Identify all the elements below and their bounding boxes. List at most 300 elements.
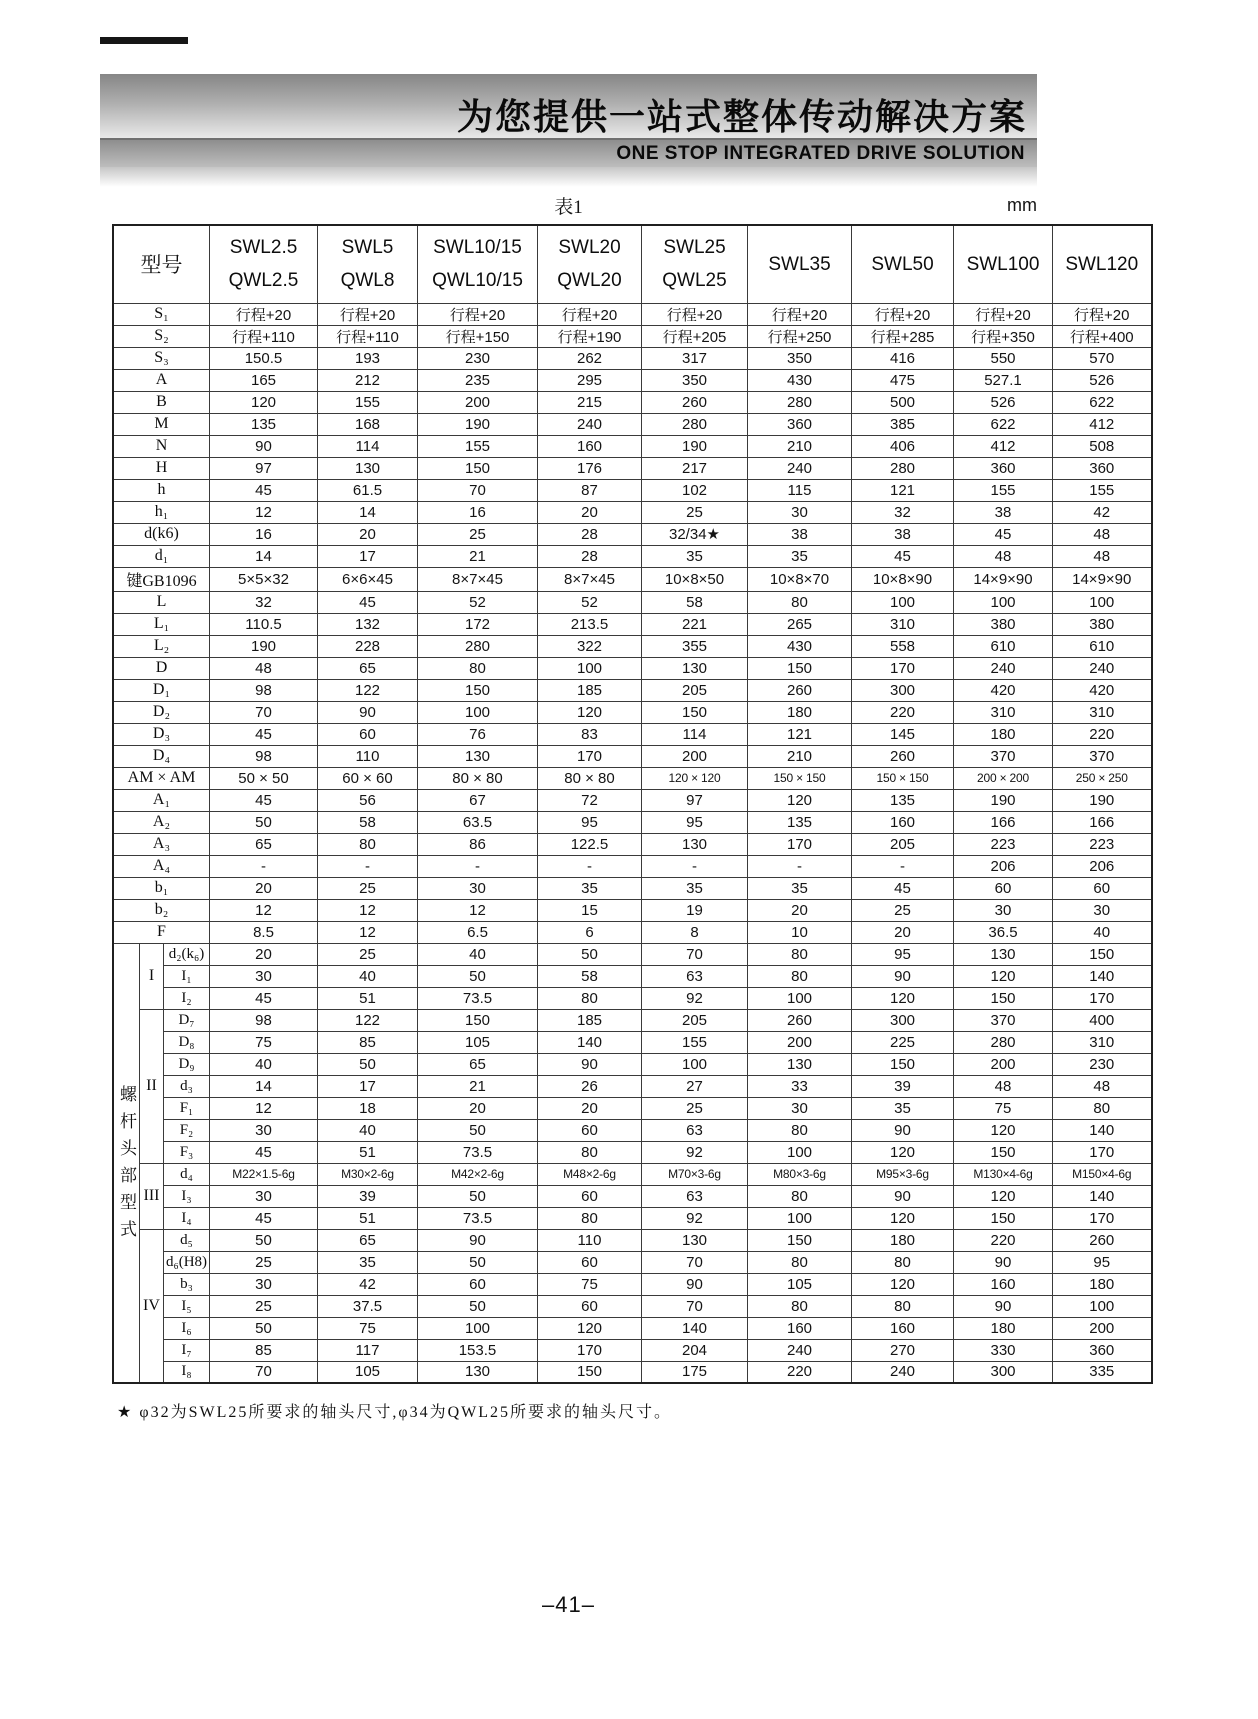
- value-cell: 90: [538, 1053, 642, 1075]
- value-cell: 150: [642, 701, 748, 723]
- value-cell: 150: [954, 987, 1053, 1009]
- table-row: [113, 591, 1152, 613]
- value-cell: 140: [538, 1031, 642, 1053]
- value-cell: 165: [210, 369, 318, 391]
- value-cell: 150: [418, 457, 538, 479]
- value-cell: 50: [210, 1317, 318, 1339]
- value-cell: 95: [642, 811, 748, 833]
- value-cell: 130: [642, 657, 748, 679]
- value-cell: 14: [210, 1075, 318, 1097]
- value-cell: 75: [210, 1031, 318, 1053]
- value-cell: 100: [748, 1141, 852, 1163]
- value-cell: 58: [642, 591, 748, 613]
- value-cell: 60: [318, 723, 418, 745]
- value-cell: 622: [1053, 391, 1152, 413]
- value-cell: 80: [318, 833, 418, 855]
- table-row: [113, 613, 1152, 635]
- value-cell: 150 × 150: [748, 767, 852, 789]
- row-label: D₇: [164, 1009, 210, 1031]
- value-cell: 420: [1053, 679, 1152, 701]
- table-row: [113, 943, 1152, 965]
- value-cell: 412: [954, 435, 1053, 457]
- value-cell: 121: [852, 479, 954, 501]
- row-label: d₅: [164, 1229, 210, 1251]
- column-header: [538, 225, 642, 303]
- value-cell: 86: [418, 833, 538, 855]
- page-number: –41–: [542, 1592, 595, 1617]
- value-cell: 200: [418, 391, 538, 413]
- value-cell: 150: [418, 1009, 538, 1031]
- value-cell: 100: [418, 1317, 538, 1339]
- value-cell: 150: [954, 1207, 1053, 1229]
- table-row: [113, 921, 1152, 943]
- value-cell: 360: [954, 457, 1053, 479]
- value-cell: 80: [538, 1207, 642, 1229]
- value-cell: 80: [1053, 1097, 1152, 1119]
- value-cell: 20: [538, 501, 642, 523]
- value-cell: M70×3-6g: [642, 1163, 748, 1185]
- value-cell: 92: [642, 1207, 748, 1229]
- value-cell: 行程+20: [418, 303, 538, 325]
- value-cell: 190: [642, 435, 748, 457]
- value-cell: 310: [852, 613, 954, 635]
- value-cell: 38: [852, 523, 954, 545]
- table-row: [113, 303, 1152, 325]
- value-cell: -: [748, 855, 852, 877]
- value-cell: 98: [210, 745, 318, 767]
- row-label: D₉: [164, 1053, 210, 1075]
- value-cell: 35: [748, 545, 852, 567]
- value-cell: 10×8×70: [748, 567, 852, 591]
- table-caption: 表1: [554, 197, 583, 218]
- value-cell: 18: [318, 1097, 418, 1119]
- value-cell: 21: [418, 1075, 538, 1097]
- value-cell: 150: [852, 1053, 954, 1075]
- value-cell: 25: [852, 899, 954, 921]
- value-cell: 300: [954, 1361, 1053, 1383]
- value-cell: 15: [538, 899, 642, 921]
- header-banner: [100, 74, 1037, 189]
- value-cell: 100: [1053, 1295, 1152, 1317]
- value-cell: 20: [210, 877, 318, 899]
- value-cell: 260: [748, 1009, 852, 1031]
- value-cell: 25: [210, 1295, 318, 1317]
- value-cell: M130×4-6g: [954, 1163, 1053, 1185]
- value-cell: 610: [954, 635, 1053, 657]
- value-cell: 51: [318, 1207, 418, 1229]
- value-cell: 8×7×45: [418, 567, 538, 591]
- model-header-cell: 型号: [113, 225, 210, 303]
- value-cell: 87: [538, 479, 642, 501]
- value-cell: 130: [642, 833, 748, 855]
- value-cell: 140: [642, 1317, 748, 1339]
- spec-table: [112, 224, 1153, 1384]
- value-cell: 26: [538, 1075, 642, 1097]
- value-cell: 100: [748, 987, 852, 1009]
- value-cell: 行程+150: [418, 325, 538, 347]
- value-cell: 360: [748, 413, 852, 435]
- value-cell: 8: [642, 921, 748, 943]
- value-cell: 153.5: [418, 1339, 538, 1361]
- value-cell: 50 × 50: [210, 767, 318, 789]
- value-cell: 61.5: [318, 479, 418, 501]
- value-cell: 130: [418, 1361, 538, 1383]
- row-label: M: [113, 413, 210, 435]
- value-cell: 280: [852, 457, 954, 479]
- row-label: b₁: [113, 877, 210, 899]
- value-cell: 300: [852, 679, 954, 701]
- row-label: AM × AM: [113, 767, 210, 789]
- row-label: d₃: [164, 1075, 210, 1097]
- value-cell: 280: [954, 1031, 1053, 1053]
- value-cell: 260: [642, 391, 748, 413]
- value-cell: 14×9×90: [1053, 567, 1152, 591]
- table-row: [113, 789, 1152, 811]
- value-cell: 350: [642, 369, 748, 391]
- row-label: L: [113, 591, 210, 613]
- row-label: I₁: [164, 965, 210, 987]
- value-cell: 80: [748, 1185, 852, 1207]
- value-cell: 221: [642, 613, 748, 635]
- value-cell: 100: [642, 1053, 748, 1075]
- table-row: [113, 479, 1152, 501]
- value-cell: 97: [210, 457, 318, 479]
- value-cell: 160: [954, 1273, 1053, 1295]
- model-name: QWL2.5: [228, 270, 299, 292]
- value-cell: 370: [954, 745, 1053, 767]
- value-cell: 36.5: [954, 921, 1053, 943]
- row-label: I₃: [164, 1185, 210, 1207]
- column-header: [642, 225, 748, 303]
- value-cell: 175: [642, 1361, 748, 1383]
- value-cell: 35: [538, 877, 642, 899]
- value-cell: 420: [954, 679, 1053, 701]
- value-cell: 45: [318, 591, 418, 613]
- value-cell: 90: [210, 435, 318, 457]
- value-cell: 355: [642, 635, 748, 657]
- value-cell: 170: [538, 745, 642, 767]
- value-cell: 200: [1053, 1317, 1152, 1339]
- value-cell: 52: [538, 591, 642, 613]
- value-cell: 17: [318, 1075, 418, 1097]
- value-cell: 80: [418, 657, 538, 679]
- value-cell: 30: [418, 877, 538, 899]
- value-cell: 185: [538, 1009, 642, 1031]
- value-cell: 35: [852, 1097, 954, 1119]
- value-cell: 38: [748, 523, 852, 545]
- value-cell: 170: [538, 1339, 642, 1361]
- value-cell: 317: [642, 347, 748, 369]
- value-cell: 75: [954, 1097, 1053, 1119]
- table-row: [113, 1053, 1152, 1075]
- value-cell: 172: [418, 613, 538, 635]
- table-row: [113, 987, 1152, 1009]
- value-cell: 65: [418, 1053, 538, 1075]
- column-header: [210, 225, 318, 303]
- value-cell: 25: [318, 877, 418, 899]
- value-cell: 45: [852, 545, 954, 567]
- value-cell: 35: [642, 877, 748, 899]
- table-row: [113, 435, 1152, 457]
- value-cell: 14: [318, 501, 418, 523]
- value-cell: 45: [210, 987, 318, 1009]
- row-label: I₇: [164, 1339, 210, 1361]
- value-cell: 20: [852, 921, 954, 943]
- row-label: S₃: [113, 347, 210, 369]
- value-cell: 110.5: [210, 613, 318, 635]
- table-row: [113, 1295, 1152, 1317]
- value-cell: 40: [318, 1119, 418, 1141]
- value-cell: 63.5: [418, 811, 538, 833]
- banner-slogan-cn: [100, 74, 1037, 138]
- value-cell: 200 × 200: [954, 767, 1053, 789]
- value-cell: 360: [1053, 457, 1152, 479]
- value-cell: 170: [1053, 1141, 1152, 1163]
- value-cell: 50: [418, 1251, 538, 1273]
- value-cell: 25: [418, 523, 538, 545]
- table-row: [113, 1317, 1152, 1339]
- value-cell: 70: [642, 1251, 748, 1273]
- value-cell: 412: [1053, 413, 1152, 435]
- model-name: SWL35: [768, 253, 831, 275]
- value-cell: 100: [538, 657, 642, 679]
- row-label: F₃: [164, 1141, 210, 1163]
- value-cell: 160: [538, 435, 642, 457]
- row-label: A: [113, 369, 210, 391]
- value-cell: 120: [210, 391, 318, 413]
- value-cell: M22×1.5-6g: [210, 1163, 318, 1185]
- value-cell: 260: [748, 679, 852, 701]
- table-row: [113, 347, 1152, 369]
- value-cell: 92: [642, 1141, 748, 1163]
- value-cell: 166: [954, 811, 1053, 833]
- value-cell: 80: [748, 1295, 852, 1317]
- table-row: [113, 723, 1152, 745]
- value-cell: 200: [954, 1053, 1053, 1075]
- value-cell: 223: [1053, 833, 1152, 855]
- value-cell: 217: [642, 457, 748, 479]
- value-cell: 140: [1053, 1119, 1152, 1141]
- value-cell: 50: [538, 943, 642, 965]
- value-cell: -: [418, 855, 538, 877]
- value-cell: M42×2-6g: [418, 1163, 538, 1185]
- row-label: F: [113, 921, 210, 943]
- row-label: D₈: [164, 1031, 210, 1053]
- value-cell: 行程+20: [318, 303, 418, 325]
- row-label: d(k6): [113, 523, 210, 545]
- table-row: [113, 1185, 1152, 1207]
- value-cell: 42: [318, 1273, 418, 1295]
- value-cell: 120 × 120: [642, 767, 748, 789]
- section-numeral: IV: [140, 1229, 164, 1383]
- table-row: [113, 545, 1152, 567]
- value-cell: -: [642, 855, 748, 877]
- value-cell: 130: [954, 943, 1053, 965]
- value-cell: 110: [538, 1229, 642, 1251]
- value-cell: 210: [748, 745, 852, 767]
- value-cell: 416: [852, 347, 954, 369]
- value-cell: 295: [538, 369, 642, 391]
- value-cell: 60: [538, 1295, 642, 1317]
- table-row: [113, 1207, 1152, 1229]
- table-row: [113, 1119, 1152, 1141]
- value-cell: 400: [1053, 1009, 1152, 1031]
- value-cell: 30: [954, 899, 1053, 921]
- value-cell: 30: [210, 1185, 318, 1207]
- value-cell: 98: [210, 1009, 318, 1031]
- value-cell: 65: [318, 1229, 418, 1251]
- value-cell: 30: [748, 1097, 852, 1119]
- section-numeral: III: [140, 1163, 164, 1229]
- value-cell: 58: [538, 965, 642, 987]
- value-cell: 行程+350: [954, 325, 1053, 347]
- value-cell: 70: [210, 1361, 318, 1383]
- value-cell: 180: [954, 1317, 1053, 1339]
- value-cell: 300: [852, 1009, 954, 1031]
- value-cell: 25: [318, 943, 418, 965]
- value-cell: 270: [852, 1339, 954, 1361]
- value-cell: 45: [852, 877, 954, 899]
- value-cell: 160: [852, 1317, 954, 1339]
- value-cell: 213.5: [538, 613, 642, 635]
- footnote-text: φ32为SWL25所要求的轴头尺寸,φ34为QWL25所要求的轴头尺寸。: [139, 1404, 673, 1421]
- value-cell: 90: [318, 701, 418, 723]
- value-cell: 92: [642, 987, 748, 1009]
- value-cell: 67: [418, 789, 538, 811]
- value-cell: 32: [852, 501, 954, 523]
- value-cell: 335: [1053, 1361, 1152, 1383]
- value-cell: 180: [852, 1229, 954, 1251]
- value-cell: 120: [538, 1317, 642, 1339]
- row-label: F₁: [164, 1097, 210, 1119]
- value-cell: -: [852, 855, 954, 877]
- value-cell: 220: [748, 1361, 852, 1383]
- value-cell: 220: [954, 1229, 1053, 1251]
- value-cell: 185: [538, 679, 642, 701]
- value-cell: 12: [318, 921, 418, 943]
- row-label: d₄: [164, 1163, 210, 1185]
- value-cell: 行程+190: [538, 325, 642, 347]
- value-cell: 6: [538, 921, 642, 943]
- scan-artifact-mark: [100, 37, 188, 44]
- table-row: [113, 899, 1152, 921]
- value-cell: 212: [318, 369, 418, 391]
- value-cell: 205: [642, 1009, 748, 1031]
- value-cell: 80: [852, 1251, 954, 1273]
- table-caption-row: [100, 192, 1037, 218]
- table-row: [113, 369, 1152, 391]
- value-cell: 16: [210, 523, 318, 545]
- row-label: I₅: [164, 1295, 210, 1317]
- value-cell: 76: [418, 723, 538, 745]
- value-cell: 150: [1053, 943, 1152, 965]
- table-row: [113, 701, 1152, 723]
- value-cell: 132: [318, 613, 418, 635]
- value-cell: 240: [852, 1361, 954, 1383]
- table-row: [113, 745, 1152, 767]
- value-cell: 230: [418, 347, 538, 369]
- value-cell: -: [538, 855, 642, 877]
- value-cell: 120: [852, 1273, 954, 1295]
- row-label: D₄: [113, 745, 210, 767]
- value-cell: 39: [852, 1075, 954, 1097]
- value-cell: 40: [1053, 921, 1152, 943]
- value-cell: 260: [1053, 1229, 1152, 1251]
- value-cell: 140: [1053, 965, 1152, 987]
- value-cell: 12: [318, 899, 418, 921]
- value-cell: 260: [852, 745, 954, 767]
- value-cell: 160: [748, 1317, 852, 1339]
- value-cell: 10×8×90: [852, 567, 954, 591]
- value-cell: 350: [748, 347, 852, 369]
- column-header: [318, 225, 418, 303]
- table-row: [113, 1141, 1152, 1163]
- value-cell: 45: [954, 523, 1053, 545]
- value-cell: 83: [538, 723, 642, 745]
- row-label: A₃: [113, 833, 210, 855]
- slogan-en-text: ONE STOP INTEGRATED DRIVE SOLUTION: [616, 142, 1025, 164]
- value-cell: 120: [954, 1185, 1053, 1207]
- value-cell: 193: [318, 347, 418, 369]
- model-name: QWL10/15: [432, 270, 523, 292]
- value-cell: 155: [318, 391, 418, 413]
- value-cell: 508: [1053, 435, 1152, 457]
- value-cell: 50: [418, 1185, 538, 1207]
- value-cell: 114: [318, 435, 418, 457]
- value-cell: 行程+250: [748, 325, 852, 347]
- value-cell: 130: [318, 457, 418, 479]
- value-cell: 73.5: [418, 987, 538, 1009]
- value-cell: 42: [1053, 501, 1152, 523]
- table-row: [113, 877, 1152, 899]
- table-row: [113, 1163, 1152, 1185]
- value-cell: 30: [210, 1119, 318, 1141]
- value-cell: 80: [748, 1251, 852, 1273]
- value-cell: 500: [852, 391, 954, 413]
- table-row: [113, 1009, 1152, 1031]
- value-cell: M150×4-6g: [1053, 1163, 1152, 1185]
- value-cell: 30: [210, 1273, 318, 1295]
- value-cell: 150: [418, 679, 538, 701]
- value-cell: 430: [748, 635, 852, 657]
- value-cell: 行程+20: [538, 303, 642, 325]
- table-row: [113, 833, 1152, 855]
- value-cell: 8×7×45: [538, 567, 642, 591]
- value-cell: 90: [954, 1295, 1053, 1317]
- model-name: SWL5: [341, 237, 394, 258]
- value-cell: 6×6×45: [318, 567, 418, 591]
- value-cell: 150.5: [210, 347, 318, 369]
- value-cell: 135: [748, 811, 852, 833]
- value-cell: 73.5: [418, 1141, 538, 1163]
- value-cell: 32/34★: [642, 523, 748, 545]
- value-cell: 120: [954, 965, 1053, 987]
- value-cell: 60: [538, 1119, 642, 1141]
- model-name: QWL8: [340, 270, 395, 292]
- value-cell: 150: [748, 657, 852, 679]
- value-cell: 70: [642, 943, 748, 965]
- value-cell: 40: [210, 1053, 318, 1075]
- value-cell: 145: [852, 723, 954, 745]
- row-label: L₂: [113, 635, 210, 657]
- value-cell: 80: [748, 591, 852, 613]
- table-row: [113, 657, 1152, 679]
- value-cell: 16: [418, 501, 538, 523]
- value-cell: 380: [954, 613, 1053, 635]
- section-numeral: II: [140, 1009, 164, 1163]
- value-cell: 130: [748, 1053, 852, 1075]
- value-cell: 28: [538, 523, 642, 545]
